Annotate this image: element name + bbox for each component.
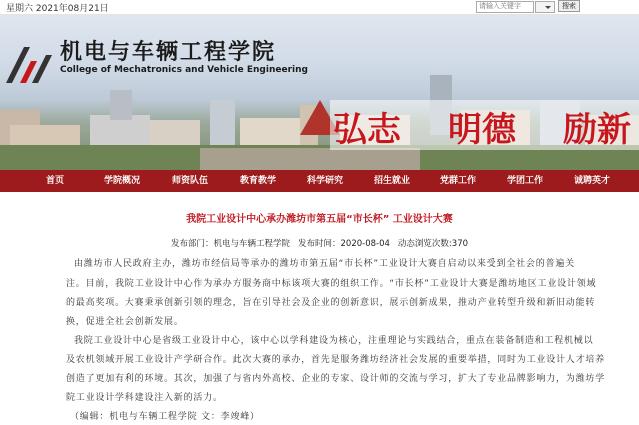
article-paragraph-line: 院工业设计学科建设注入新的活力。 <box>66 393 223 403</box>
search-button[interactable]: 搜索 <box>558 0 580 12</box>
article-paragraph-line: 的最高奖项。大赛秉承创新引领的理念，旨在引导社会及企业的创新意识，展示创新成果，推动产业转型升级和新旧动能转 <box>66 298 596 308</box>
slogan-word: 弘志 <box>333 110 401 150</box>
top-bar <box>0 0 639 15</box>
current-date: 星期六 2021年08月21日 <box>6 4 109 14</box>
college-name-en: College of Mechatronics and Vehicle Engineering <box>60 65 308 75</box>
search-scope-select[interactable] <box>535 1 555 13</box>
college-logo-icon <box>6 41 56 83</box>
nav-careers[interactable]: 诚聘英才 <box>573 176 611 186</box>
college-name-cn: 机电与车辆工程学院 <box>60 39 277 65</box>
department-label: 发布部门： <box>170 239 214 249</box>
views-count: 370 <box>451 239 469 249</box>
nav-teaching[interactable]: 教育教学 <box>239 176 277 186</box>
nav-student-work[interactable]: 学团工作 <box>506 176 544 186</box>
slogan-strip <box>330 100 639 150</box>
nav-research[interactable]: 科学研究 <box>306 176 344 186</box>
article-paragraph-line: 我院工业设计中心是省级工业设计中心，该中心以学科建设为核心，注重理论与实践结合，重点在装备制造和工程机械以 <box>74 336 594 346</box>
date-label: 发布时间： <box>298 239 341 249</box>
main-nav <box>0 170 639 192</box>
article-editor-credit: （编辑：机电与车辆工程学院 文：李竣峰） <box>70 412 260 422</box>
nav-faculty[interactable]: 师资队伍 <box>171 176 209 186</box>
article-meta <box>0 237 639 249</box>
article-paragraph-line: 由潍坊市人民政府主办，潍坊市经信局等承办的潍坊市第五届“市长杯”工业设计大赛自启动以来受到全社会的普遍关 <box>74 259 575 269</box>
views-label: 动态浏览次数: <box>397 239 452 249</box>
article-title: 我院工业设计中心承办潍坊市第五届“市长杯” 工业设计大赛 <box>186 214 453 225</box>
article-paragraph-line: 换，促进全社会创新发展。 <box>66 317 184 327</box>
nav-admissions[interactable]: 招生就业 <box>373 176 411 186</box>
article-paragraph-line: 及农机领域开展工业设计产学研合作。此次大赛的承办，首先是服务潍坊经济社会发展的重要举措，同时为工业设计人才培养 <box>66 355 606 365</box>
nav-home[interactable]: 首页 <box>45 176 65 186</box>
slogan-word: 明德 <box>448 110 516 150</box>
slogan-word: 励新 <box>563 110 631 150</box>
article-paragraph-line: 注。目前，我院工业设计中心作为承办方服务商中标该项大赛的组织工作。“市长杯”工业设计大赛是潍坊地区工业设计领域 <box>66 279 597 289</box>
date-value: 2020-08-04 <box>340 239 390 249</box>
nav-party-work[interactable]: 党群工作 <box>439 176 477 186</box>
article-paragraph-line: 创造了更加有利的环境。其次，加强了与省内外高校、企业的专家、设计师的交流与学习，扩大了专业品牌影响力，为潍坊学 <box>66 374 606 384</box>
search-input[interactable] <box>476 1 534 13</box>
nav-college-overview[interactable]: 学院概况 <box>103 176 141 186</box>
header-banner <box>0 15 639 170</box>
department-value: 机电与车辆工程学院 <box>213 239 290 249</box>
